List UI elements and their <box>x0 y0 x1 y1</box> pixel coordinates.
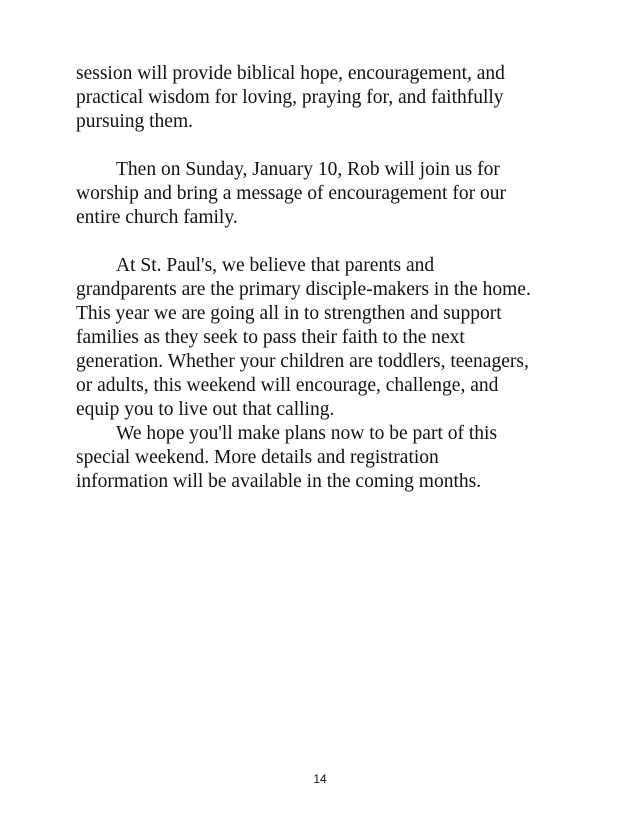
text-line: practical wisdom for loving, praying for, and faithfully <box>76 87 504 108</box>
text-line: session will provide biblical hope, encouragement, and <box>76 63 505 84</box>
paragraph-3 <box>76 254 576 422</box>
paragraph-2 <box>76 158 576 230</box>
paragraph-1 <box>76 62 576 134</box>
text-line: worship and bring a message of encouragement for our <box>76 183 506 204</box>
text-line: information will be available in the coming months. <box>76 471 482 492</box>
text-line: Then on Sunday, January 10, Rob will join us for <box>116 159 500 180</box>
text-line: families as they seek to pass their faith to the next <box>76 327 465 348</box>
text-line: pursuing them. <box>76 111 193 132</box>
page-number: 14 <box>313 772 327 786</box>
text-line: special weekend. More details and registration <box>76 447 439 468</box>
text-line: This year we are going all in to strengthen and support <box>76 303 502 324</box>
text-line: equip you to live out that calling. <box>76 399 335 420</box>
paragraph-spacer <box>76 230 576 254</box>
paragraph-spacer <box>76 134 576 158</box>
text-line: grandparents are the primary disciple-makers in the home. <box>76 279 531 300</box>
text-line: generation. Whether your children are toddlers, teenagers, <box>76 351 529 372</box>
body-text <box>76 62 576 494</box>
text-line: We hope you'll make plans now to be part of this <box>116 423 498 444</box>
text-line: At St. Paul's, we believe that parents and <box>116 255 435 276</box>
paragraph-4 <box>76 422 576 494</box>
text-line: entire church family. <box>76 207 238 228</box>
text-line: or adults, this weekend will encourage, challenge, and <box>76 375 499 396</box>
